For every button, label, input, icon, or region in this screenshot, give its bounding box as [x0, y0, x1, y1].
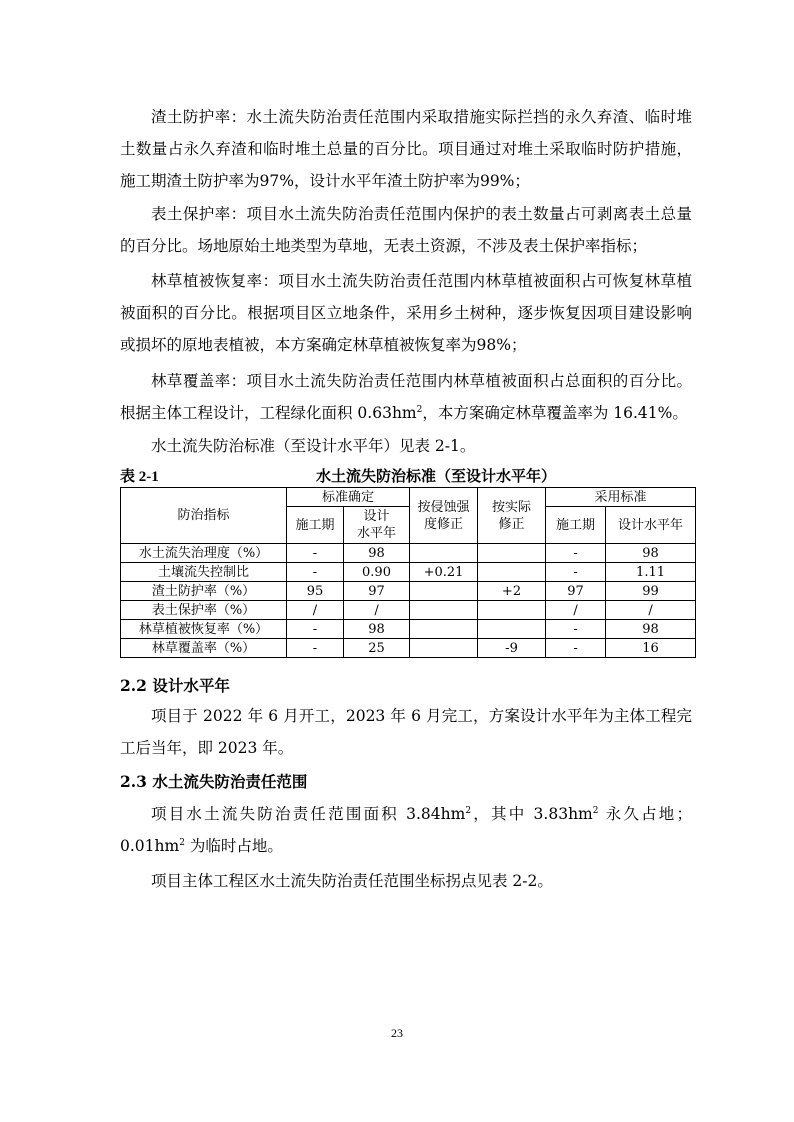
- header-adopted: 采用标准: [546, 488, 696, 507]
- cell-name: 林草植被恢复率（%）: [121, 620, 287, 639]
- cell-std-d: 97: [344, 582, 410, 601]
- area-text-c: 永久占地；0.01hm: [120, 805, 692, 855]
- cell-adopt-c: -: [546, 620, 606, 639]
- cell-adopt-c: -: [546, 544, 606, 563]
- cell-adopt-c: /: [546, 601, 606, 620]
- area-sup-3: 2: [179, 837, 185, 848]
- paragraph-vegetation-coverage: [120, 365, 692, 429]
- table-row: [121, 544, 696, 563]
- paragraph-slag-protection: 渣土防护率：水土流失防治责任范围内采取措施实际拦挡的永久弃渣、临时堆土数量占永久弃渣和临时堆土总量的百分比。项目通过对堆土采取临时防护措施，施工期渣土防护率为97%，设计水平年渣土防护率为99%；: [120, 108, 692, 190]
- cell-erosion: [410, 639, 478, 658]
- cell-adopt-d: 98: [606, 620, 696, 639]
- cell-adopt-d: 1.11: [606, 563, 696, 582]
- cell-name: 渣土防护率（%）: [121, 582, 287, 601]
- section-heading-2-2: 2.2 设计水平年: [120, 676, 230, 695]
- cell-std-c: 95: [287, 582, 344, 601]
- cell-std-d: 98: [344, 544, 410, 563]
- table-header-row-1: [121, 488, 696, 507]
- paragraph-responsibility-area: [120, 798, 692, 862]
- area-text-b: ，其中 3.83hm: [471, 805, 593, 823]
- table-row: [121, 639, 696, 658]
- header-erosion-adjust: 按侵蚀强 度修正: [410, 488, 478, 544]
- cell-actual: [478, 563, 546, 582]
- table-row: [121, 582, 696, 601]
- cell-actual: [478, 544, 546, 563]
- table-row: [121, 601, 696, 620]
- cell-erosion: [410, 620, 478, 639]
- header-adopted-design: 设计水平年: [606, 507, 696, 544]
- cell-erosion: [410, 582, 478, 601]
- cell-std-c: -: [287, 639, 344, 658]
- coverage-sup: 2: [416, 404, 423, 415]
- cell-adopt-d: 98: [606, 544, 696, 563]
- area-sup-2: 2: [592, 805, 599, 816]
- table-row: [121, 620, 696, 639]
- cell-std-d: 25: [344, 639, 410, 658]
- cell-name: 表土保护率（%）: [121, 601, 287, 620]
- cell-actual: -9: [478, 639, 546, 658]
- section-heading-2-3: 2.3 水土流失防治责任范围: [120, 772, 308, 791]
- header-construction: 施工期: [287, 507, 344, 544]
- area-text-a: 项目水土流失防治责任范围面积 3.84hm: [151, 805, 466, 823]
- area-sup-1: 2: [465, 805, 472, 816]
- cell-std-d: /: [344, 601, 410, 620]
- paragraph-table-ref: 水土流失防治标准（至设计水平年）见表 2-1。: [151, 437, 476, 455]
- table-number: 表 2-1: [120, 469, 159, 485]
- cell-std-d: 0.90: [344, 563, 410, 582]
- cell-erosion: [410, 601, 478, 620]
- header-adopted-construction: 施工期: [546, 507, 606, 544]
- cell-actual: +2: [478, 582, 546, 601]
- cell-name: 土壤流失控制比: [121, 563, 287, 582]
- cell-name: 水土流失治理度（%）: [121, 544, 287, 563]
- cell-adopt-d: 16: [606, 639, 696, 658]
- cell-std-c: /: [287, 601, 344, 620]
- cell-std-c: -: [287, 544, 344, 563]
- paragraph-topsoil-protection: 表土保护率：项目水土流失防治责任范围内保护的表土数量占可剥离表土总量的百分比。场地原始土地类型为草地，无表土资源，不涉及表土保护率指标；: [120, 205, 692, 255]
- coverage-text-b: ，本方案确定林草覆盖率为 16.41%。: [422, 404, 688, 422]
- cell-erosion: +0.21: [410, 563, 478, 582]
- table-title: 水土流失防治标准（至设计水平年）: [316, 467, 557, 485]
- cell-std-d: 98: [344, 620, 410, 639]
- header-indicator: 防治指标: [121, 488, 287, 544]
- cell-adopt-c: -: [546, 563, 606, 582]
- cell-adopt-d: 99: [606, 582, 696, 601]
- cell-adopt-d: /: [606, 601, 696, 620]
- table-row: [121, 563, 696, 582]
- area-text-d: 为临时占地。: [184, 837, 283, 855]
- cell-adopt-c: 97: [546, 582, 606, 601]
- cell-adopt-c: -: [546, 639, 606, 658]
- header-design-year: 设计 水平年: [344, 507, 410, 544]
- page-number: 23: [391, 1026, 403, 1040]
- header-standard: 标准确定: [287, 488, 410, 507]
- coverage-text-a: 林草覆盖率：项目水土流失防治责任范围内林草植被面积占总面积的百分比。根据主体工程设计，工程绿化面积 0.63hm: [120, 372, 692, 422]
- cell-name: 林草覆盖率（%）: [121, 639, 287, 658]
- cell-std-c: -: [287, 563, 344, 582]
- paragraph-vegetation-recovery: 林草植被恢复率：项目水土流失防治责任范围内林草植被面积占可恢复林草植被面积的百分比。根据项目区立地条件，采用乡土树种，逐步恢复因项目建设影响或损坏的原地表植被，本方案确定林草植被恢复率为98%；: [120, 272, 692, 354]
- paragraph-design-year: 项目于 2022 年 6 月开工，2023 年 6 月完工，方案设计水平年为主体工程完工后当年，即 2023 年。: [120, 707, 692, 757]
- paragraph-coordinates-ref: 项目主体工程区水土流失防治责任范围坐标拐点见表 2-2。: [151, 872, 553, 890]
- table-caption: [120, 463, 692, 487]
- standards-table: [120, 487, 696, 658]
- cell-actual: [478, 601, 546, 620]
- header-actual-adjust: 按实际 修正: [478, 488, 546, 544]
- cell-actual: [478, 620, 546, 639]
- cell-std-c: -: [287, 620, 344, 639]
- cell-erosion: [410, 544, 478, 563]
